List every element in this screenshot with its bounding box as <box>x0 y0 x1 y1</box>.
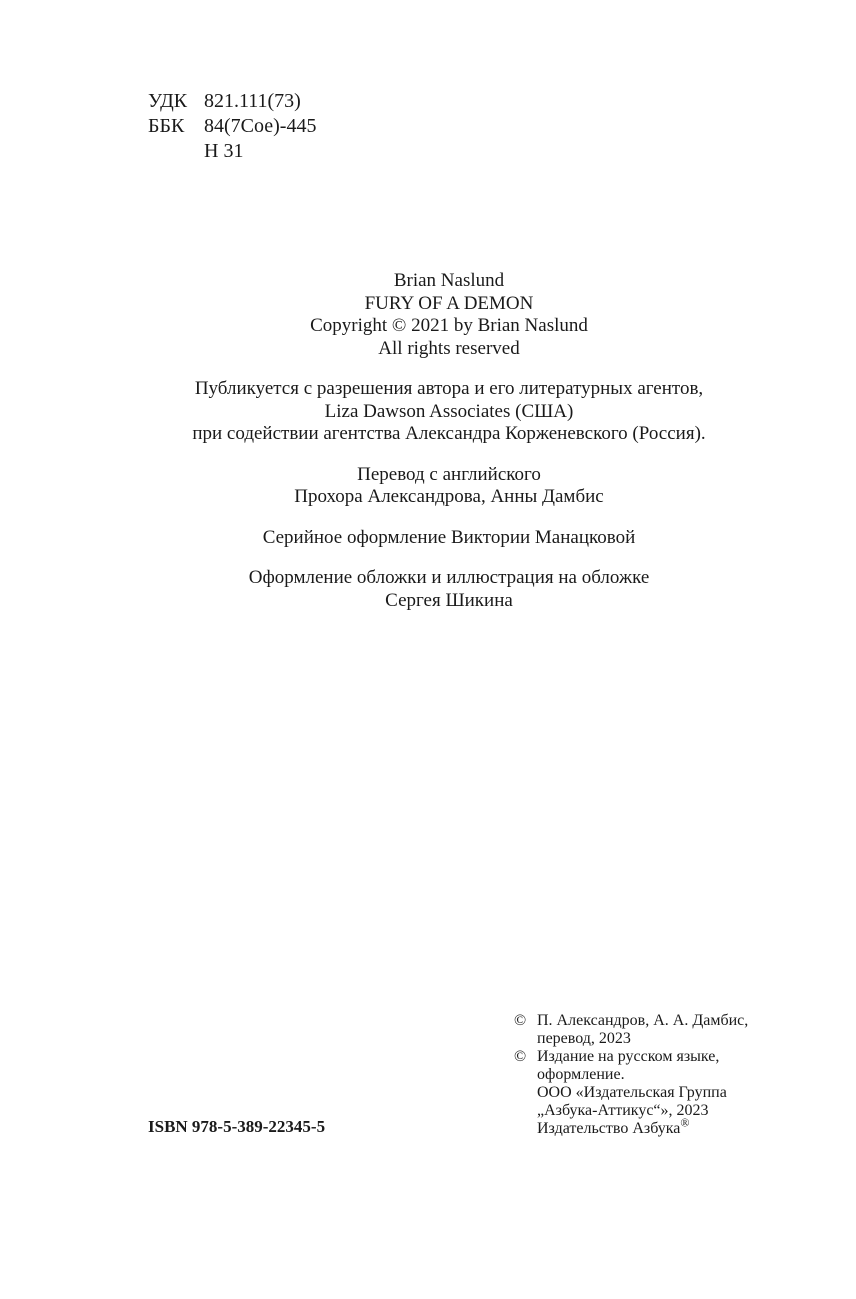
bbk-row <box>148 114 316 139</box>
author-mark: Н 31 <box>204 140 244 162</box>
registered-mark: ® <box>680 1115 690 1130</box>
edition-line-5 <box>537 1115 727 1138</box>
udk-value: 821.111(73) <box>204 90 301 112</box>
cover-line-2: Сергея Шикина <box>385 589 513 611</box>
series-design-block <box>0 527 856 550</box>
translation-line-1: Перевод с английского <box>357 463 541 485</box>
udk-row <box>148 89 316 114</box>
isbn: ISBN 978-5-389-22345-5 <box>148 1117 326 1136</box>
translators-line-2: перевод, 2023 <box>537 1030 631 1047</box>
copyright-symbol: © <box>514 1012 527 1029</box>
permission-line-3: при содействии агентства Александра Корженевского (Россия). <box>192 423 706 444</box>
publisher-name: Издательство Азбука <box>537 1120 681 1137</box>
edition-line-1: Издание на русском языке, <box>537 1048 720 1065</box>
permission-line-2: Liza Dawson Associates (США) <box>324 400 574 422</box>
edition-line-4: „Азбука-Аттикус“», 2023 <box>537 1102 709 1119</box>
original-author: Brian Naslund <box>393 270 505 291</box>
copyright-symbol: © <box>514 1048 527 1065</box>
series-design: Серийное оформление Виктории Манацковой <box>262 526 636 548</box>
bbk-label: ББК <box>148 115 185 137</box>
permission-line-1: Публикуется с разрешения автора и его литературных агентов, <box>194 378 704 399</box>
translation-block <box>0 464 856 509</box>
permission-block <box>0 378 856 446</box>
translators-copyright <box>514 1012 748 1048</box>
edition-line-3: ООО «Издательская Группа <box>537 1084 727 1101</box>
cover-line-1: Оформление обложки и иллюстрация на обложке <box>248 567 650 588</box>
library-classification <box>148 89 316 164</box>
rights-reserved: All rights reserved <box>378 337 520 359</box>
author-mark-row <box>148 139 316 164</box>
credits <box>0 270 856 630</box>
bbk-value: 84(7Сое)-445 <box>204 115 317 137</box>
copyright-notices <box>514 1012 748 1138</box>
edition-copyright <box>514 1048 748 1138</box>
original-edition-block <box>0 270 856 360</box>
translators-line-1: П. Александров, А. А. Дамбис, <box>537 1012 749 1029</box>
translation-line-2: Прохора Александрова, Анны Дамбис <box>294 486 604 507</box>
edition-line-2: оформление. <box>537 1066 625 1083</box>
original-copyright: Copyright © 2021 by Brian Naslund <box>310 315 588 336</box>
cover-design-block <box>0 567 856 612</box>
udk-label: УДК <box>148 90 188 112</box>
original-title: FURY OF A DEMON <box>364 292 534 314</box>
